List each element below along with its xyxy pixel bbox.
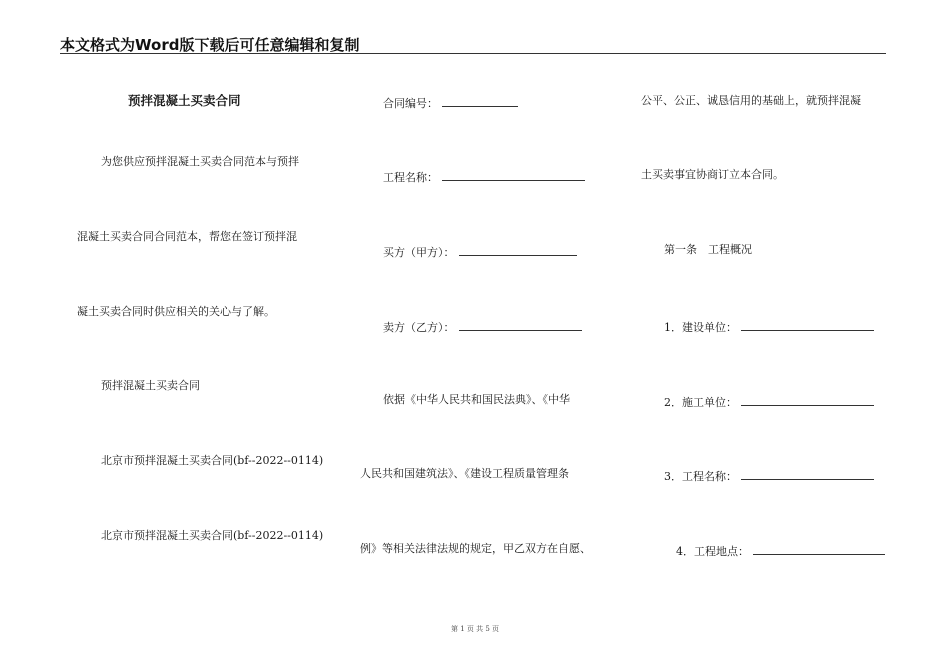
basis-line-5: 土买卖事宜协商订立本合同。 bbox=[641, 168, 784, 181]
project-name-2-label: 3．工程名称： bbox=[664, 470, 737, 483]
basis-line-4: 公平、公正、诚恳信用的基础上，就预拌混凝 bbox=[641, 94, 861, 107]
project-name-blank[interactable] bbox=[442, 168, 585, 181]
project-name-label: 工程名称： bbox=[383, 171, 438, 184]
intro-line-3: 凝土买卖合同时供应相关的关心与了解。 bbox=[77, 305, 275, 318]
contract-ref-1: 北京市预拌混凝土买卖合同(bf--2022--0114) bbox=[101, 454, 324, 467]
construction-unit-blank[interactable] bbox=[741, 318, 874, 331]
construction-unit-row bbox=[664, 318, 874, 335]
section-1-title: 第一条 工程概况 bbox=[664, 243, 752, 256]
intro-line-2: 混凝土买卖合同合同范本，帮您在签订预拌混 bbox=[77, 230, 297, 243]
page-number: 第 1 页 共 5 页 bbox=[450, 625, 500, 633]
document-header: 本文格式为Word版下载后可任意编辑和复制 bbox=[60, 36, 360, 54]
header-divider bbox=[60, 53, 886, 54]
buyer-row bbox=[383, 243, 577, 260]
project-name-2-blank[interactable] bbox=[741, 467, 874, 480]
subtitle: 预拌混凝土买卖合同 bbox=[101, 379, 200, 392]
seller-label: 卖方（乙方）： bbox=[383, 321, 455, 334]
contract-number-label: 合同编号： bbox=[383, 97, 438, 110]
builder-unit-label: 2．施工单位： bbox=[664, 396, 737, 409]
contract-number-row bbox=[383, 94, 518, 111]
project-location-label: 4．工程地点： bbox=[676, 545, 749, 558]
project-name-2-row bbox=[664, 467, 874, 484]
document-title: 预拌混凝土买卖合同 bbox=[128, 93, 241, 108]
basis-line-2: 人民共和国建筑法》、《建设工程质量管理条 bbox=[360, 467, 569, 480]
project-location-blank[interactable] bbox=[753, 542, 885, 555]
basis-line-1: 依据《中华人民共和国民法典》、《中华 bbox=[383, 393, 570, 406]
builder-unit-row bbox=[664, 393, 874, 410]
seller-row bbox=[383, 318, 582, 335]
buyer-blank[interactable] bbox=[459, 243, 577, 256]
contract-number-blank[interactable] bbox=[442, 94, 518, 107]
buyer-label: 买方（甲方）： bbox=[383, 246, 455, 259]
intro-line-1: 为您供应预拌混凝土买卖合同范本与预拌 bbox=[101, 155, 299, 168]
basis-line-3: 例》等相关法律法规的规定，甲乙双方在自愿、 bbox=[360, 542, 591, 555]
project-location-row bbox=[676, 542, 885, 559]
contract-ref-2: 北京市预拌混凝土买卖合同(bf--2022--0114) bbox=[101, 529, 324, 542]
seller-blank[interactable] bbox=[459, 318, 582, 331]
construction-unit-label: 1．建设单位： bbox=[664, 321, 737, 334]
builder-unit-blank[interactable] bbox=[741, 393, 874, 406]
project-name-row bbox=[383, 168, 585, 185]
